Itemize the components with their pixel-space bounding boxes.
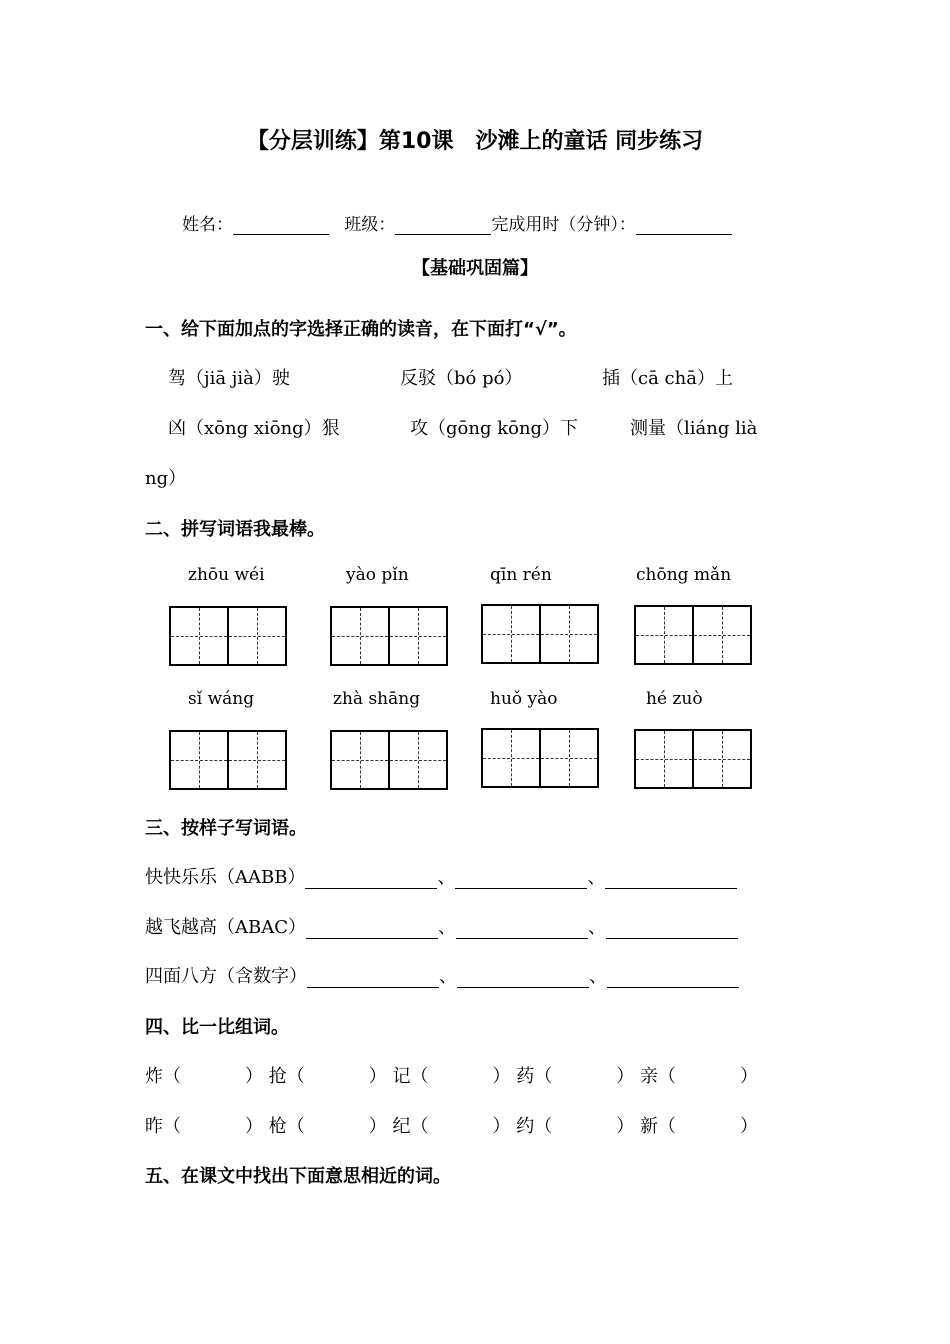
q4-char: 新（	[639, 1116, 676, 1137]
answer-blank[interactable]	[457, 969, 589, 988]
q3-row	[145, 913, 738, 939]
q4-char: 记（	[392, 1066, 429, 1087]
q1-item: 驾（jiā jià）驶	[168, 368, 290, 389]
class-field[interactable]	[395, 216, 491, 235]
separator: 、	[437, 867, 456, 888]
time-label: 完成用时（分钟）：	[491, 215, 636, 235]
paren-close: ）	[616, 1116, 635, 1137]
paren-close: ）	[616, 1066, 635, 1087]
writing-grid[interactable]	[169, 606, 287, 666]
writing-grid[interactable]	[481, 604, 599, 664]
q4-char: 枪（	[268, 1116, 305, 1137]
pinyin-label: qīn rén	[490, 565, 552, 585]
answer-blank[interactable]	[607, 969, 739, 988]
writing-grid[interactable]	[330, 730, 448, 790]
writing-grid[interactable]	[634, 605, 752, 665]
writing-grid[interactable]	[634, 729, 752, 789]
q1-item: 攻（gōng kōng）下	[410, 418, 579, 439]
answer-blank[interactable]	[306, 920, 438, 939]
paren-close: ）	[245, 1066, 263, 1087]
answer-blank[interactable]	[605, 870, 737, 889]
time-field[interactable]	[636, 216, 732, 235]
q1-item: 反驳（bó pó）	[400, 368, 523, 389]
q3-row	[145, 962, 739, 988]
q1-item: 测量（liáng lià	[630, 418, 758, 439]
writing-grid[interactable]	[169, 730, 287, 790]
q3-heading: 三、按样子写词语。	[145, 818, 307, 839]
separator: 、	[588, 917, 606, 938]
paren-close: ）	[245, 1116, 263, 1137]
separator: 、	[589, 966, 607, 987]
writing-grid[interactable]	[481, 728, 599, 788]
separator: 、	[438, 917, 456, 938]
q2-heading: 二、拼写词语我最棒。	[145, 519, 325, 540]
q4-row	[145, 1112, 758, 1138]
q1-heading: 一、给下面加点的字选择正确的读音，在下面打“√”。	[145, 319, 577, 340]
q4-char: 约（	[516, 1116, 553, 1137]
answer-blank[interactable]	[307, 969, 439, 988]
paren-close: ）	[739, 1066, 758, 1087]
section-title: 【基础巩固篇】	[412, 258, 538, 279]
paren-close: ）	[739, 1116, 758, 1137]
paren-close: ）	[368, 1066, 387, 1087]
pinyin-label: zhōu wéi	[188, 565, 265, 585]
q1-item: 凶（xōng xiōng）狠	[168, 418, 340, 439]
info-line	[182, 210, 732, 235]
paren-close: ）	[368, 1116, 387, 1137]
name-label: 姓名：	[182, 215, 233, 235]
q1-item-wrap: ng）	[145, 468, 187, 489]
pinyin-label: sǐ wáng	[188, 689, 255, 709]
q3-row	[145, 863, 737, 889]
q4-char: 药（	[516, 1066, 553, 1087]
q1-item: 插（cā chā）上	[602, 368, 733, 389]
pinyin-label: zhà shāng	[333, 689, 421, 709]
answer-blank[interactable]	[456, 920, 588, 939]
writing-grid[interactable]	[330, 606, 448, 666]
class-label: 班级：	[344, 215, 396, 235]
answer-blank[interactable]	[606, 920, 738, 939]
q4-char: 抢（	[268, 1066, 305, 1087]
q4-char: 昨（	[145, 1116, 181, 1137]
q4-char: 亲（	[639, 1066, 676, 1087]
separator: 、	[587, 867, 606, 888]
answer-blank[interactable]	[305, 870, 437, 889]
q3-row-label: 四面八方（含数字）	[145, 966, 307, 987]
q3-row-label: 越飞越高（ABAC）	[145, 917, 306, 938]
answer-blank[interactable]	[455, 870, 587, 889]
page-title: 【分层训练】第10课 沙滩上的童话 同步练习	[246, 129, 704, 154]
pinyin-label: hé zuò	[646, 689, 703, 709]
name-field[interactable]	[233, 216, 329, 235]
q4-heading: 四、比一比组词。	[145, 1017, 289, 1038]
paren-close: ）	[492, 1066, 511, 1087]
pinyin-label: huǒ yào	[490, 689, 558, 709]
q4-char: 纪（	[392, 1116, 429, 1137]
q3-row-label: 快快乐乐（AABB）	[145, 867, 306, 888]
q5-heading: 五、在课文中找出下面意思相近的词。	[145, 1166, 451, 1187]
separator: 、	[439, 966, 457, 987]
pinyin-label: yào pǐn	[346, 565, 409, 585]
q4-char: 炸（	[145, 1066, 181, 1087]
paren-close: ）	[492, 1116, 511, 1137]
pinyin-label: chōng mǎn	[636, 565, 732, 585]
q4-row	[145, 1062, 758, 1088]
